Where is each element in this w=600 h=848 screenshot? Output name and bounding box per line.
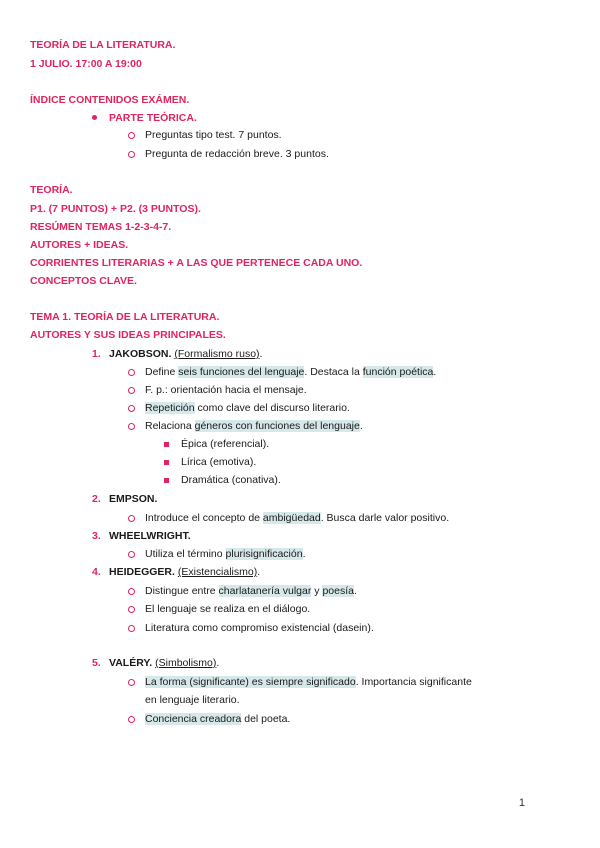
circle-bullet-icon xyxy=(128,151,135,158)
highlight: charlatanería vulgar xyxy=(218,585,312,597)
note-line xyxy=(145,365,436,379)
highlight: géneros con funciones del lenguaje xyxy=(194,420,360,432)
doc-title: TEORÍA DE LA LITERATURA. xyxy=(30,39,176,51)
author-number: 1. xyxy=(92,348,101,360)
exam-date: 1 JULIO. 17:00 A 19:00 xyxy=(30,58,142,70)
highlight: poesía xyxy=(322,585,354,597)
circle-bullet-icon xyxy=(128,606,135,613)
note-line xyxy=(145,675,472,689)
author-heading xyxy=(109,565,260,579)
note-line xyxy=(145,419,363,433)
highlight: La forma (significante) es siempre significado xyxy=(145,676,356,688)
circle-bullet-icon xyxy=(128,716,135,723)
teoria-line: TEORÍA. xyxy=(30,184,73,196)
author-name: WHEELWRIGHT. xyxy=(109,530,191,542)
circle-bullet-icon xyxy=(128,405,135,412)
author-number: 2. xyxy=(92,493,101,505)
teoria-line: CORRIENTES LITERARIAS + A LAS QUE PERTENECE CADA UNO. xyxy=(30,257,363,269)
note-line xyxy=(145,712,290,726)
teoria-line: CONCEPTOS CLAVE. xyxy=(30,275,137,287)
note-text: Introduce el concepto de xyxy=(145,512,263,524)
note-line: Literatura como compromiso existencial (dasein). xyxy=(145,622,374,634)
tema-subtitle: AUTORES Y SUS IDEAS PRINCIPALES. xyxy=(30,329,226,341)
note-text: del poeta. xyxy=(241,713,291,725)
circle-bullet-icon xyxy=(128,551,135,558)
circle-bullet-icon xyxy=(128,679,135,686)
teoria-line: AUTORES + IDEAS. xyxy=(30,239,129,251)
note-text: . Importancia significante xyxy=(355,676,472,688)
circle-bullet-icon xyxy=(128,369,135,376)
circle-bullet-icon xyxy=(128,588,135,595)
highlight: plurisignificación xyxy=(225,548,303,560)
square-bullet-icon xyxy=(164,478,169,483)
circle-bullet-icon xyxy=(128,515,135,522)
note-line: F. p.: orientación hacia el mensaje. xyxy=(145,384,307,396)
author-name: HEIDEGGER. xyxy=(109,566,175,578)
highlight: Conciencia creadora xyxy=(145,713,242,725)
author-school: (Existencialismo) xyxy=(177,566,258,578)
punct: . xyxy=(257,566,261,578)
circle-bullet-icon xyxy=(128,132,135,139)
part-heading xyxy=(92,111,197,125)
note-text: . xyxy=(433,366,437,378)
note-text: y xyxy=(311,585,323,597)
tema-title: TEMA 1. TEORÍA DE LA LITERATURA. xyxy=(30,311,220,323)
square-bullet-icon xyxy=(164,442,169,447)
part-label: PARTE TEÓRICA. xyxy=(109,112,197,124)
circle-bullet-icon xyxy=(128,387,135,394)
note-text: . xyxy=(359,420,363,432)
note-text: Relaciona xyxy=(145,420,195,432)
note-text: Distingue entre xyxy=(145,585,219,597)
author-number: 5. xyxy=(92,657,101,669)
highlight: Repetición xyxy=(145,402,195,414)
note-line xyxy=(145,511,449,525)
note-text: . Destaca la xyxy=(304,366,363,378)
note-text: Define xyxy=(145,366,179,378)
author-name: EMPSON. xyxy=(109,493,158,505)
note-text: Utiliza el término xyxy=(145,548,226,560)
author-school: (Simbolismo) xyxy=(155,657,217,669)
note-line xyxy=(145,401,350,415)
author-school: (Formalismo ruso) xyxy=(174,348,260,360)
author-heading xyxy=(109,347,262,361)
author-name: VALÉRY. xyxy=(109,657,153,669)
bullet-dot-icon xyxy=(92,115,97,120)
note-text: . Busca darle valor positivo. xyxy=(320,512,450,524)
note-continuation: en lenguaje literario. xyxy=(145,694,240,706)
page-number: 1 xyxy=(518,797,525,809)
sub-item: Épica (referencial). xyxy=(181,438,270,450)
author-name: JAKOBSON. xyxy=(109,348,172,360)
square-bullet-icon xyxy=(164,460,169,465)
highlight: ambigüedad xyxy=(262,512,321,524)
note-text: . xyxy=(353,585,357,597)
highlight: seis funciones del lenguaje xyxy=(178,366,305,378)
teoria-line: P1. (7 PUNTOS) + P2. (3 PUNTOS). xyxy=(30,203,201,215)
circle-bullet-icon xyxy=(128,423,135,430)
circle-bullet-icon xyxy=(128,625,135,632)
teoria-line: RESÚMEN TEMAS 1-2-3-4-7. xyxy=(30,221,172,233)
note-line xyxy=(145,547,306,561)
punct: . xyxy=(216,657,220,669)
sub-item: Dramática (conativa). xyxy=(181,474,281,486)
index-title: ÍNDICE CONTENIDOS EXÁMEN. xyxy=(30,94,190,106)
note-line xyxy=(145,584,357,598)
author-number: 3. xyxy=(92,530,101,542)
author-number: 4. xyxy=(92,566,101,578)
highlight: función poética xyxy=(362,366,434,378)
index-item: Pregunta de redacción breve. 3 puntos. xyxy=(145,148,329,160)
note-line: El lenguaje se realiza en el diálogo. xyxy=(145,603,311,615)
index-item: Preguntas tipo test. 7 puntos. xyxy=(145,129,282,141)
note-text: como clave del discurso literario. xyxy=(194,402,350,414)
author-heading xyxy=(109,656,219,670)
note-text: . xyxy=(302,548,306,560)
punct: . xyxy=(259,348,263,360)
sub-item: Lírica (emotiva). xyxy=(181,456,257,468)
